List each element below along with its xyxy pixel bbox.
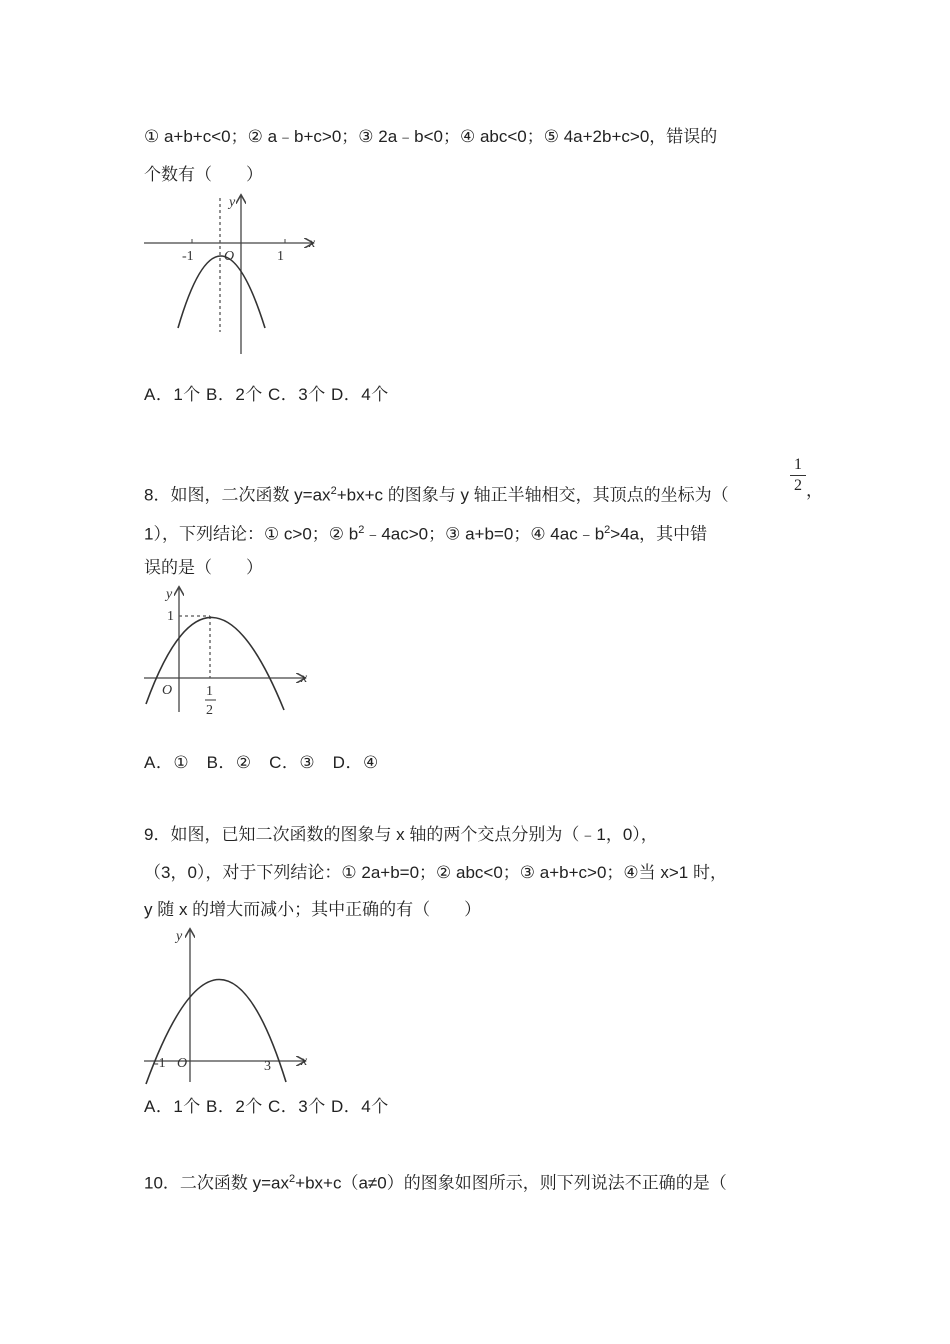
q9-y-label: y (176, 929, 183, 944)
q7-x-label: x (309, 236, 316, 251)
q9-tick-minus-one: -1 (154, 1056, 166, 1071)
q8-x-tick-denominator: 2 (206, 703, 213, 718)
q9-stem-line2: （3，0），对于下列结论：① 2a+b=0；② abc<0；③ a+b+c>0；④当 x>1 时， (144, 863, 727, 882)
q7-y-label: y (229, 195, 236, 210)
q8-parabola-graph (140, 584, 320, 724)
q7-tick-minus-one: -1 (182, 249, 194, 264)
q8-origin-label: O (162, 683, 173, 698)
q8-stem-part: ﹣4ac>0；③ a+b=0；④ 4ac﹣b (364, 524, 605, 544)
q8-stem-comma: ， (806, 481, 823, 500)
q10-stem-part: +bx+c（a≠0）的图象如图所示，则下列说法不正确的是（ (295, 1173, 727, 1193)
q10-exponent: 2 (289, 1173, 296, 1185)
q9-parabola-graph (140, 926, 320, 1086)
q8-stem-part: +bx+c 的图象与 y 轴正半轴相交，其顶点的坐标为（ (336, 485, 729, 505)
q8-x-tick-numerator: 1 (206, 684, 213, 699)
q8-frac-numerator: 1 (794, 456, 802, 473)
q8-stem-line2 (144, 519, 707, 546)
q8-stem-part: 1），下列结论：① c>0；② b (144, 524, 359, 544)
q8-exponent: 2 (358, 524, 365, 536)
q9-origin-label: O (177, 1056, 188, 1071)
q8-x-label: x (301, 671, 308, 686)
q9-stem-line3: y 随 x 的增大而减小；其中正确的有（ ） (144, 900, 482, 919)
q8-stem-line1 (144, 480, 729, 507)
q7-parabola-graph (140, 192, 330, 362)
q10-stem-line1 (144, 1168, 727, 1195)
q8-exponent: 2 (330, 485, 337, 497)
q8-vertex-x-fraction (790, 456, 806, 495)
q8-stem-part: >4a，其中错 (610, 524, 708, 544)
q9-x-label: x (301, 1054, 308, 1069)
q8-stem-part: 8．如图，二次函数 y=ax (144, 485, 331, 505)
q9-options: A．1个 B．2个 C．3个 D．4个 (144, 1097, 389, 1116)
q8-stem-line3: 误的是（ ） (144, 558, 263, 577)
q8-y-label: y (166, 587, 173, 602)
q7-origin-label: O (224, 249, 235, 264)
q9-stem-line1: 9．如图，已知二次函数的图象与 x 轴的两个交点分别为（﹣1，0）， (144, 825, 658, 844)
q10-stem-part: 10．二次函数 y=ax (144, 1173, 290, 1193)
q7-tick-one: 1 (277, 249, 284, 264)
q8-frac-denominator: 2 (794, 477, 802, 494)
q9-tick-three: 3 (264, 1059, 271, 1074)
q8-exponent: 2 (604, 524, 611, 536)
q8-options: A．① B．② C．③ D．④ (144, 753, 379, 772)
q7-question-stem: 个数有（ ） (144, 165, 263, 184)
q7-options: A．1个 B．2个 C．3个 D．4个 (144, 385, 389, 404)
q8-y-tick-one: 1 (167, 609, 174, 624)
q7-statements: ① a+b+c<0；② a﹣b+c>0；③ 2a﹣b<0；④ abc<0；⑤ 4a+2b+c>0，错误的 (144, 127, 718, 146)
